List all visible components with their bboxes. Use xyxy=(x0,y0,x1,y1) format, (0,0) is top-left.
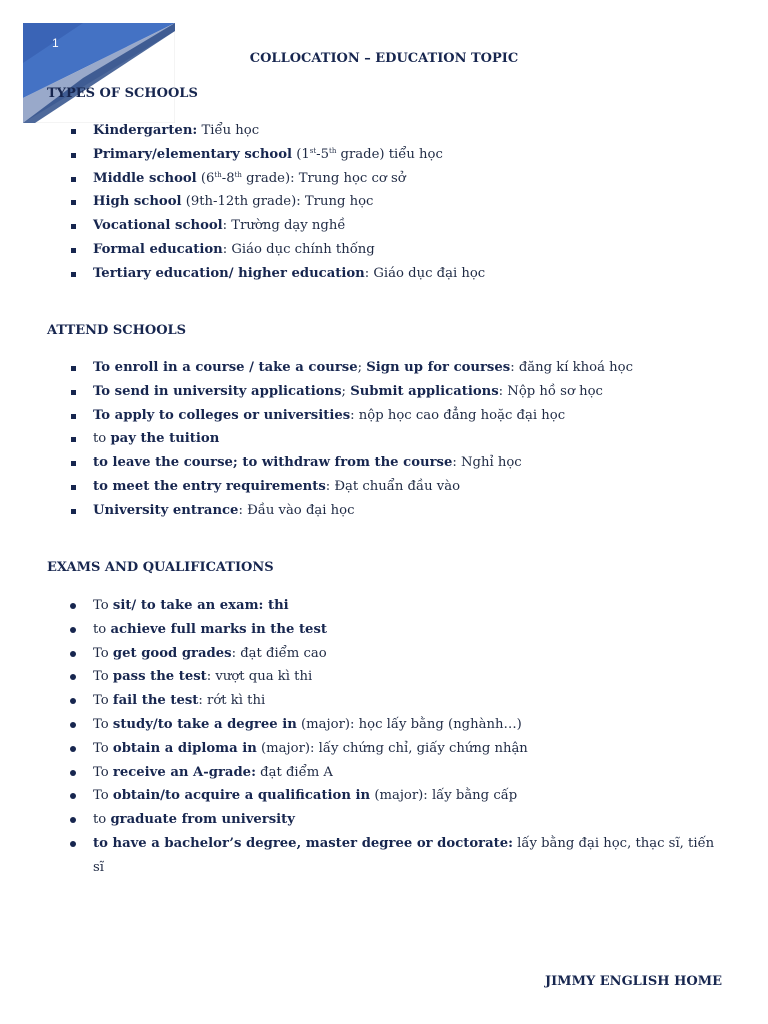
list-item: Formal education: Giáo dục chính thống xyxy=(93,241,375,257)
list-item: To send in university applications; Submit applications: Nộp hồ sơ học xyxy=(93,383,603,399)
list-item: University entrance: Đầu vào đại học xyxy=(93,502,355,518)
corner-decoration xyxy=(23,23,175,123)
page-title: COLLOCATION – EDUCATION TOPIC xyxy=(249,51,519,66)
list-item: to graduate from university xyxy=(93,812,295,828)
list-item: to meet the entry requirements: Đạt chuẩn đầu vào xyxy=(93,478,461,494)
list-item: Primary/elementary school (1st-5th grade) tiểu học xyxy=(93,146,443,162)
list-item: To get good grades: đạt điểm cao xyxy=(93,645,327,661)
list-item: to leave the course; to withdraw from the course: Nghỉ học xyxy=(93,455,522,471)
list-item: to have a bachelor’s degree, master degree or doctorate: lấy bằng đại học, thạc sĩ, tiến sĩ xyxy=(93,835,715,875)
list-item: Middle school (6th-8th grade): Trung học cơ sở xyxy=(93,170,406,186)
list-item: Vocational school: Trường dạy nghề xyxy=(93,218,346,234)
exams-list xyxy=(0,594,768,880)
types-of-schools-list xyxy=(0,119,768,286)
list-item: To fail the test: rớt kì thi xyxy=(93,693,266,709)
list-item: To study/to take a degree in (major): học lấy bằng (nghành…) xyxy=(93,716,522,732)
list-item: To enroll in a course / take a course; Sign up for courses: đăng kí khoá học xyxy=(93,360,633,375)
list-item: to pay the tuition xyxy=(93,431,220,447)
list-item: Kindergarten: Tiểu học xyxy=(93,123,260,138)
list-item: Tertiary education/ higher education: Giáo dục đại học xyxy=(93,265,486,281)
list-item: To receive an A-grade: đạt điểm A xyxy=(93,764,333,780)
heading-exams-and-qualifications: EXAMS AND QUALIFICATIONS xyxy=(47,560,274,575)
list-item: High school (9th-12th grade): Trung học xyxy=(93,194,374,210)
list-item: To obtain a diploma in (major): lấy chứng chỉ, giấy chứng nhận xyxy=(93,740,528,756)
list-item: To sit/ to take an exam: thi xyxy=(93,598,289,613)
attend-schools-list xyxy=(0,356,768,523)
page-number: 1 xyxy=(52,36,59,50)
list-item: to achieve full marks in the test xyxy=(93,621,327,637)
list-item: To obtain/to acquire a qualification in (major): lấy bằng cấp xyxy=(93,788,518,804)
list-item: To pass the test: vượt qua kì thi xyxy=(93,669,313,685)
heading-attend-schools: ATTEND SCHOOLS xyxy=(47,323,187,338)
footer-brand: JIMMY ENGLISH HOME xyxy=(544,974,722,989)
list-item: To apply to colleges or universities: nộp học cao đẳng hoặc đại học xyxy=(93,407,566,423)
heading-types-of-schools: TYPES OF SCHOOLS xyxy=(47,86,198,101)
